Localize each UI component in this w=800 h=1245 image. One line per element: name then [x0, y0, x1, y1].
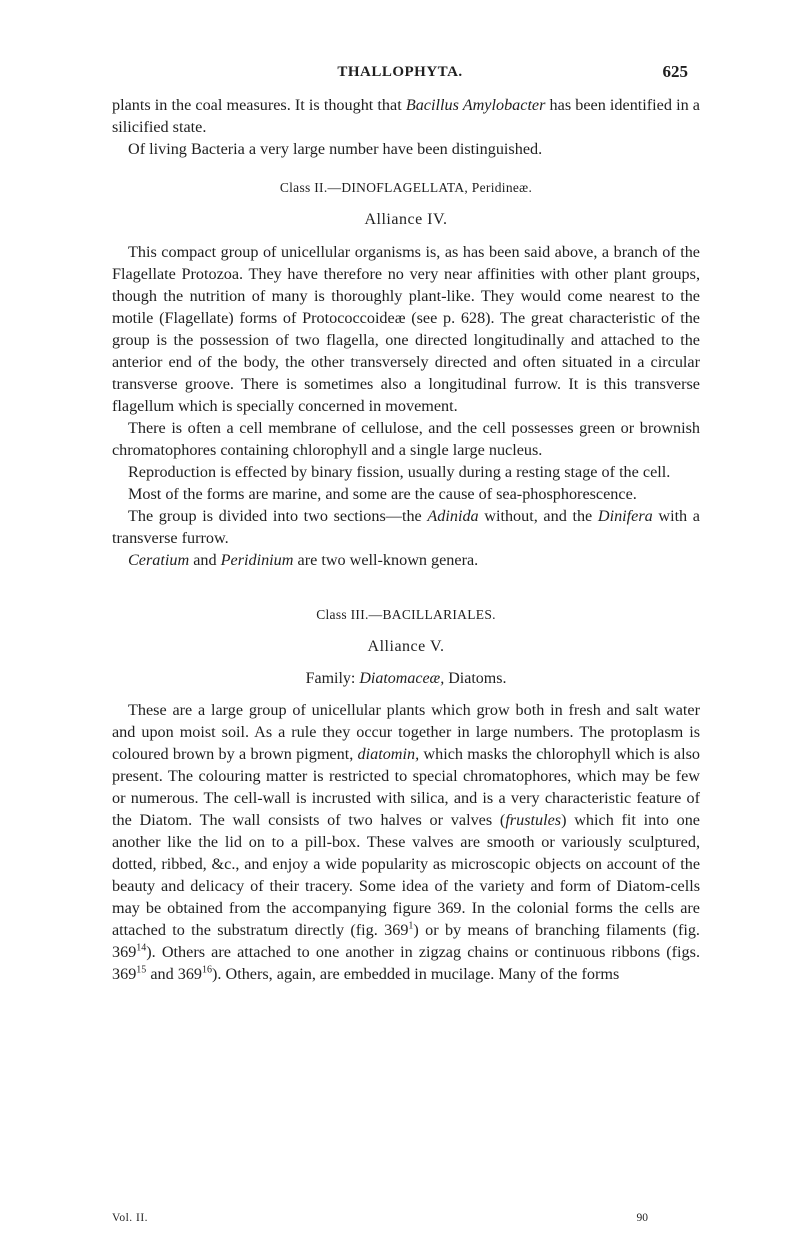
alliance-heading-v: Alliance V.: [367, 638, 445, 655]
volume-mark: Vol. II.: [112, 1212, 149, 1224]
paragraph: Of living Bacteria a very large number have been distinguished.: [128, 140, 543, 158]
paragraph: Ceratium and Peridinium are two well-known genera.: [128, 551, 479, 569]
signature-mark: 90: [636, 1212, 648, 1224]
alliance-heading-iv: Alliance IV.: [364, 211, 448, 228]
body-text: [112, 94, 700, 985]
page-footer: [112, 1212, 700, 1228]
page-number: 625: [662, 62, 688, 81]
paragraph: Most of the forms are marine, and some are the cause of sea-phosphorescence.: [128, 485, 637, 503]
running-head: [0, 60, 800, 82]
paragraph: plants in the coal measures. It is thought that Bacillus Amylobacter has been identified in a silicified state.: [112, 96, 700, 136]
paragraph: Reproduction is effected by binary fission, usually during a resting stage of the cell.: [128, 463, 671, 481]
paragraph: The group is divided into two sections—the Adinida without, and the Dinifera with a transverse furrow.: [112, 507, 700, 547]
paragraph: This compact group of unicellular organisms is, as has been said above, a branch of the Flagellate Protozoa. They have therefore no very near affinities with other plant groups, though the nutrition of many is thoroughly plant-like. They would come nearest to the motile (Flagellate) forms of Protococcoideæ (see p. 628). The great characteristic of the group is the possession of two flagella, one directed longitudinally and attached to the anterior end of the body, the other transversely directed and often situated in a circular transverse groove. There is sometimes also a longitudinal furrow. It is this transverse flagellum which is specially concerned in movement.: [112, 243, 700, 415]
running-title: THALLOPHYTA.: [337, 64, 463, 80]
family-heading: Family: Diatomaceæ, Diatoms.: [305, 670, 507, 687]
paragraph: There is often a cell membrane of cellulose, and the cell possesses green or brownish chromatophores containing chlorophyll and a single large nucleus.: [112, 419, 700, 459]
paragraph: These are a large group of unicellular plants which grow both in fresh and salt water and upon moist soil. As a rule they occur together in large numbers. The protoplasm is coloured brown by a brown pigment, diatomin, which masks the chlorophyll which is also present. The colouring matter is restricted to special chromatophores, which may be few or numerous. The cell-wall is incrusted with silica, and is a very characteristic feature of the Diatom. The wall consists of two halves or valves (frustules) which fit into one another like the lid on to a pill-box. These valves are smooth or variously sculptured, dotted, ribbed, &c., and enjoy a wide popularity as microscopic objects on account of the beauty and delicacy of their tracery. Some idea of the variety and form of Diatom-cells may be obtained from the accompanying figure 369. In the colonial forms the cells are attached to the substratum directly (fig. $369^1$) or by means of branching filaments (fig. $369^{14}$). Others are attached to one another in zigzag chains or continuous ribbons (figs. $369^{15}$ and $369^{16}$). Others, again, are embedded in mucilage. Many of the forms: [112, 701, 700, 983]
class-heading-dinoflagellata: Class II.—DINOFLAGELLATA, Peridineæ.: [279, 180, 533, 195]
class-heading-bacillariales: Class III.—BACILLARIALES.: [316, 607, 496, 622]
